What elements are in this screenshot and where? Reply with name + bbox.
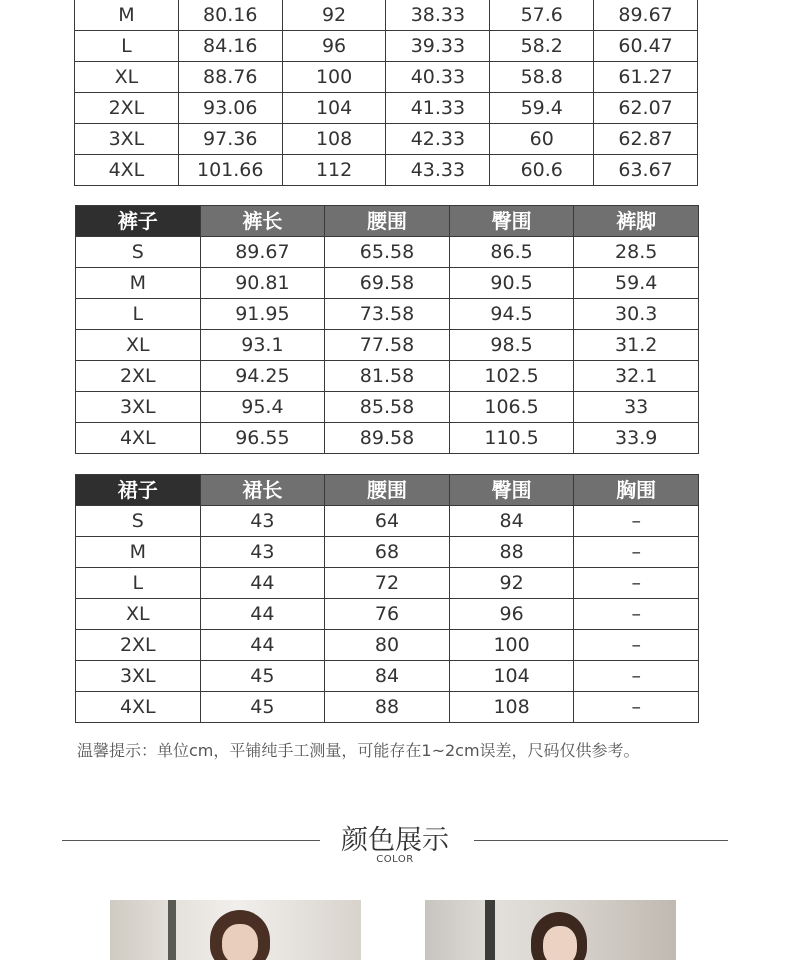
size-label-cell: S xyxy=(76,506,201,537)
skirt-table-row xyxy=(76,630,699,661)
pants-table-row xyxy=(76,361,699,392)
measurement-cell: 60 xyxy=(490,124,594,155)
measurement-cell: – xyxy=(574,661,699,692)
measurement-cell: 73.58 xyxy=(325,299,450,330)
measurement-cell: 80 xyxy=(325,630,450,661)
measurement-cell: 77.58 xyxy=(325,330,450,361)
measurement-cell: 100 xyxy=(282,62,386,93)
size-label-cell: 4XL xyxy=(75,155,179,186)
measurement-cell: 92 xyxy=(449,568,574,599)
pants-header-cell: 臀围 xyxy=(449,206,574,237)
measurement-cell: 89.67 xyxy=(594,0,698,31)
measurement-note: 温馨提示：单位cm，平铺纯手工测量，可能存在1~2cm误差，尺码仅供参考。 xyxy=(77,741,640,760)
measurement-cell: 97.36 xyxy=(178,124,282,155)
size-label-cell: 3XL xyxy=(75,124,179,155)
skirt-size-table-body xyxy=(76,506,699,723)
measurement-cell: 90.5 xyxy=(449,268,574,299)
measurement-cell: 96 xyxy=(282,31,386,62)
pants-size-table-header xyxy=(76,206,699,237)
measurement-cell: 108 xyxy=(282,124,386,155)
measurement-cell: 101.66 xyxy=(178,155,282,186)
measurement-cell: 84 xyxy=(449,506,574,537)
measurement-cell: 98.5 xyxy=(449,330,574,361)
top-size-table xyxy=(74,0,698,186)
measurement-cell: 110.5 xyxy=(449,423,574,454)
measurement-cell: 31.2 xyxy=(574,330,699,361)
measurement-cell: 86.5 xyxy=(449,237,574,268)
product-photo[interactable] xyxy=(425,900,676,960)
measurement-cell: 90.81 xyxy=(200,268,325,299)
top-table-row xyxy=(75,155,698,186)
measurement-cell: 43.33 xyxy=(386,155,490,186)
measurement-cell: 57.6 xyxy=(490,0,594,31)
measurement-cell: 92 xyxy=(282,0,386,31)
measurement-cell: 41.33 xyxy=(386,93,490,124)
measurement-cell: – xyxy=(574,568,699,599)
measurement-cell: 104 xyxy=(449,661,574,692)
measurement-cell: 100 xyxy=(449,630,574,661)
measurement-cell: 104 xyxy=(282,93,386,124)
pants-table-row xyxy=(76,392,699,423)
pants-header-cell: 裤长 xyxy=(200,206,325,237)
measurement-cell: 61.27 xyxy=(594,62,698,93)
size-label-cell: XL xyxy=(76,330,201,361)
size-label-cell: 3XL xyxy=(76,661,201,692)
size-label-cell: M xyxy=(75,0,179,31)
color-section-title: 颜色展示 xyxy=(341,825,449,856)
size-label-cell: 2XL xyxy=(76,630,201,661)
measurement-cell: 28.5 xyxy=(574,237,699,268)
measurement-cell: 89.67 xyxy=(200,237,325,268)
measurement-cell: 84 xyxy=(325,661,450,692)
measurement-cell: 63.67 xyxy=(594,155,698,186)
measurement-cell: 60.6 xyxy=(490,155,594,186)
measurement-cell: 88 xyxy=(449,537,574,568)
size-label-cell: XL xyxy=(76,599,201,630)
measurement-cell: 106.5 xyxy=(449,392,574,423)
measurement-cell: 91.95 xyxy=(200,299,325,330)
measurement-cell: 64 xyxy=(325,506,450,537)
measurement-cell: 39.33 xyxy=(386,31,490,62)
pants-header-cell: 裤脚 xyxy=(574,206,699,237)
skirt-header-cell: 裙长 xyxy=(200,475,325,506)
pants-header-cell: 裤子 xyxy=(76,206,201,237)
measurement-cell: 33.9 xyxy=(574,423,699,454)
measurement-cell: 94.5 xyxy=(449,299,574,330)
measurement-cell: 65.58 xyxy=(325,237,450,268)
measurement-cell: 93.06 xyxy=(178,93,282,124)
skirt-table-row xyxy=(76,506,699,537)
top-table-row xyxy=(75,124,698,155)
skirt-header-cell: 胸围 xyxy=(574,475,699,506)
size-label-cell: XL xyxy=(75,62,179,93)
measurement-cell: – xyxy=(574,599,699,630)
measurement-cell: 44 xyxy=(200,630,325,661)
measurement-cell: 69.58 xyxy=(325,268,450,299)
top-table-row xyxy=(75,62,698,93)
measurement-cell: 88 xyxy=(325,692,450,723)
pants-table-row xyxy=(76,299,699,330)
measurement-cell: – xyxy=(574,692,699,723)
size-label-cell: 2XL xyxy=(76,361,201,392)
measurement-cell: 88.76 xyxy=(178,62,282,93)
measurement-cell: 45 xyxy=(200,661,325,692)
measurement-cell: 38.33 xyxy=(386,0,490,31)
measurement-cell: 80.16 xyxy=(178,0,282,31)
measurement-cell: 68 xyxy=(325,537,450,568)
skirt-size-table xyxy=(75,474,699,723)
skirt-header-cell: 臀围 xyxy=(449,475,574,506)
product-photo[interactable] xyxy=(110,900,361,960)
top-table-row xyxy=(75,0,698,31)
measurement-cell: 102.5 xyxy=(449,361,574,392)
measurement-cell: 72 xyxy=(325,568,450,599)
skirt-table-row xyxy=(76,692,699,723)
measurement-cell: 43 xyxy=(200,537,325,568)
size-label-cell: M xyxy=(76,268,201,299)
measurement-cell: 43 xyxy=(200,506,325,537)
measurement-cell: 44 xyxy=(200,599,325,630)
measurement-cell: 62.07 xyxy=(594,93,698,124)
size-label-cell: 4XL xyxy=(76,423,201,454)
size-label-cell: L xyxy=(76,299,201,330)
pants-table-row xyxy=(76,237,699,268)
measurement-cell: 60.47 xyxy=(594,31,698,62)
measurement-cell: 42.33 xyxy=(386,124,490,155)
size-label-cell: 2XL xyxy=(75,93,179,124)
measurement-cell: 95.4 xyxy=(200,392,325,423)
skirt-table-row xyxy=(76,537,699,568)
measurement-cell: 62.87 xyxy=(594,124,698,155)
measurement-cell: 58.2 xyxy=(490,31,594,62)
skirt-header-cell: 腰围 xyxy=(325,475,450,506)
measurement-cell: 112 xyxy=(282,155,386,186)
measurement-cell: 33 xyxy=(574,392,699,423)
measurement-cell: – xyxy=(574,506,699,537)
measurement-cell: 108 xyxy=(449,692,574,723)
measurement-cell: 59.4 xyxy=(574,268,699,299)
size-label-cell: 3XL xyxy=(76,392,201,423)
measurement-cell: 45 xyxy=(200,692,325,723)
size-label-cell: 4XL xyxy=(76,692,201,723)
measurement-cell: 58.8 xyxy=(490,62,594,93)
measurement-cell: – xyxy=(574,537,699,568)
measurement-cell: 89.58 xyxy=(325,423,450,454)
pants-size-table xyxy=(75,205,699,454)
size-label-cell: L xyxy=(76,568,201,599)
measurement-cell: 30.3 xyxy=(574,299,699,330)
measurement-cell: 44 xyxy=(200,568,325,599)
pants-table-row xyxy=(76,330,699,361)
color-section-subtitle: COLOR xyxy=(376,854,414,865)
pants-header-cell: 腰围 xyxy=(325,206,450,237)
size-label-cell: L xyxy=(75,31,179,62)
measurement-cell: 96 xyxy=(449,599,574,630)
pants-size-table-body xyxy=(76,237,699,454)
measurement-cell: 96.55 xyxy=(200,423,325,454)
size-label-cell: M xyxy=(76,537,201,568)
top-size-table-body xyxy=(75,0,698,186)
size-label-cell: S xyxy=(76,237,201,268)
skirt-table-row xyxy=(76,568,699,599)
skirt-table-row xyxy=(76,661,699,692)
measurement-cell: 85.58 xyxy=(325,392,450,423)
measurement-cell: 76 xyxy=(325,599,450,630)
measurement-cell: 59.4 xyxy=(490,93,594,124)
pants-table-row xyxy=(76,423,699,454)
measurement-cell: – xyxy=(574,630,699,661)
measurement-cell: 32.1 xyxy=(574,361,699,392)
pants-table-row xyxy=(76,268,699,299)
measurement-cell: 81.58 xyxy=(325,361,450,392)
top-table-row xyxy=(75,31,698,62)
top-table-row xyxy=(75,93,698,124)
skirt-table-row xyxy=(76,599,699,630)
skirt-size-table-header xyxy=(76,475,699,506)
skirt-header-cell: 裙子 xyxy=(76,475,201,506)
measurement-cell: 84.16 xyxy=(178,31,282,62)
measurement-cell: 93.1 xyxy=(200,330,325,361)
measurement-cell: 94.25 xyxy=(200,361,325,392)
measurement-cell: 40.33 xyxy=(386,62,490,93)
